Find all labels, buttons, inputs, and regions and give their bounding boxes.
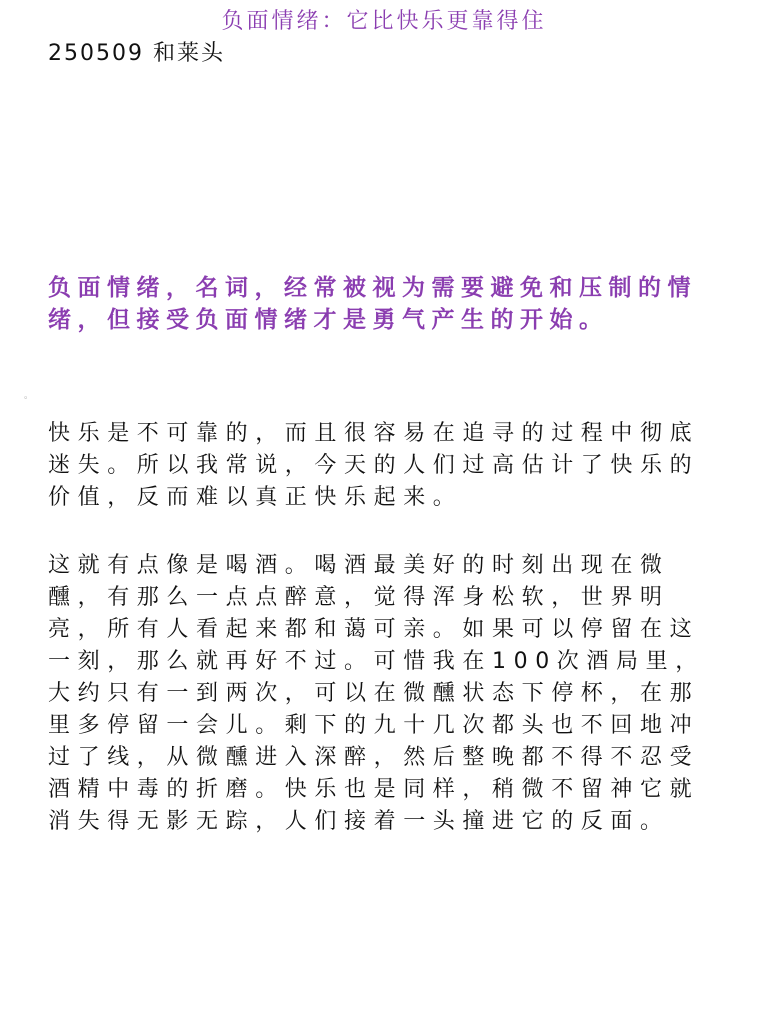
stray-punctuation-mark: 。 bbox=[24, 391, 34, 401]
lead-paragraph: 负面情绪，名词，经常被视为需要避免和压制的情绪，但接受负面情绪才是勇气产生的开始。 bbox=[48, 275, 697, 333]
body-paragraph-2: 这就有点像是喝酒。喝酒最美好的时刻出现在微醺，有那么一点点醉意，觉得浑身松软，世界明亮，所有人看起来都和蔼可亲。如果可以停留在这一刻，那么就再好不过。可惜我在100次酒局里，大约只有一到两次，可以在微醺状态下停杯，在那里多停留一会儿。剩下的九十几次都头也不回地冲过了线，从微醺进入深醉，然后整晚都不得不忍受酒精中毒的折磨。快乐也是同样，稍微不留神它就消失得无影无踪，人们接着一头撞进它的反面。 bbox=[48, 553, 705, 834]
date-author-line: 250509 和莱头 bbox=[48, 41, 225, 66]
body-paragraph-1: 快乐是不可靠的，而且很容易在追寻的过程中彻底迷失。所以我常说，今天的人们过高估计了快乐的价值，反而难以真正快乐起来。 bbox=[48, 421, 700, 510]
article-title: 负面情绪：它比快乐更靠得住 bbox=[221, 9, 547, 34]
